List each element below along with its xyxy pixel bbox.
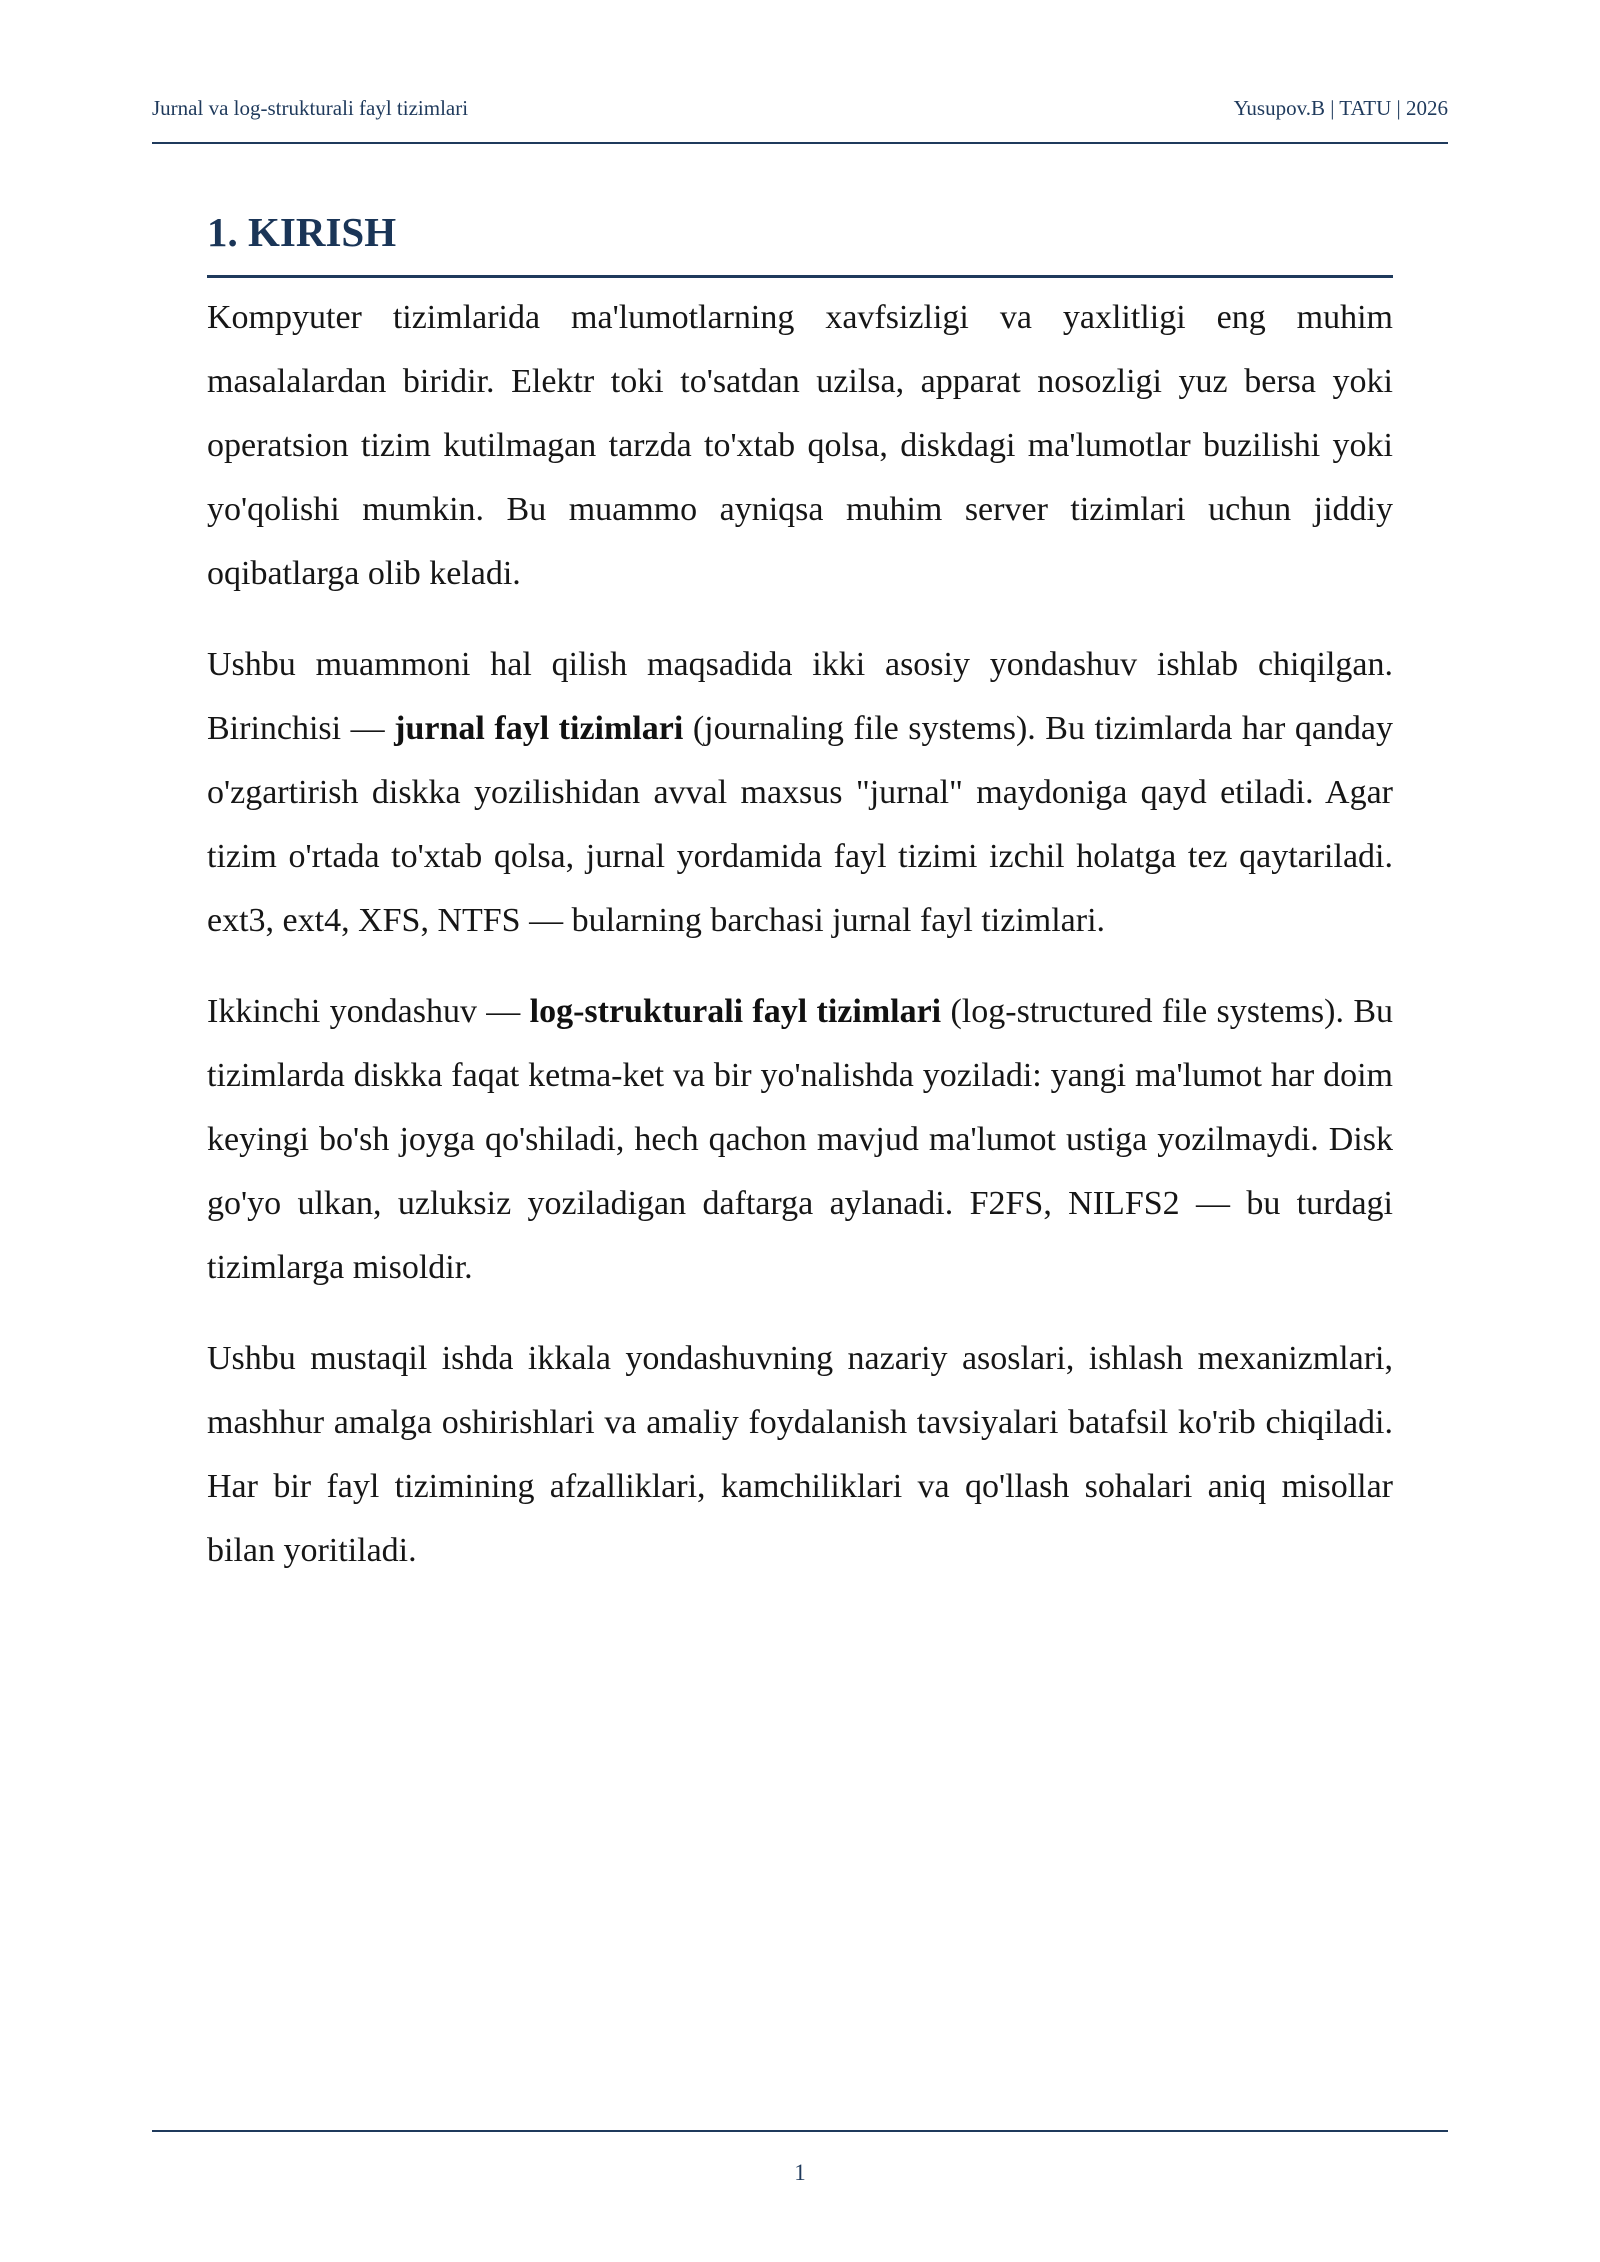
header-author-info: Yusupov.B | TATU | 2026 <box>1233 96 1448 120</box>
paragraph-log-structured <box>207 980 1393 1300</box>
bold-term-journaling: jurnal fayl tizimlari <box>394 710 684 748</box>
page-number: 1 <box>794 2160 806 2185</box>
paragraph-text: Ushbu muammoni hal qilish maqsadida ikki asosiy yondashuv ishlab chiqilgan. Birinchisi — <box>207 646 1393 748</box>
running-footer <box>152 2130 1448 2185</box>
paragraph-text: (journaling file systems). Bu tizimlarda har qanday o'zgartirish diskka yozilishidan avval maxsus "jurnal" maydoniga qayd etiladi. Agar tizim o'rtada to'xtab qolsa, jurnal yordamida fayl tizimi izchil holatga tez qaytariladi. ext3, ext4, XFS, NTFS — bularning barchasi jurnal fayl tizimlari. <box>207 710 1393 940</box>
paragraph-intro: Kompyuter tizimlarida ma'lumotlarning xavfsizligi va yaxlitligi eng muhim masalalardan biridir. Elektr toki to'satdan uzilsa, apparat nosozligi yuz bersa yoki operatsion tizim kutilmagan tarzda to'xtab qolsa, diskdagi ma'lumotlar buzilishi yoki yo'qolishi mumkin. Bu muammo ayniqsa muhim server tizimlari uchun jiddiy oqibatlarga olib keladi. <box>207 299 1393 593</box>
paragraph-text: Ikkinchi yondashuv — <box>207 993 530 1031</box>
paragraph-scope: Ushbu mustaqil ishda ikkala yondashuvning nazariy asoslari, ishlash mexanizmlari, mashhur amalga oshirishlari va amaliy foydalanish tavsiyalari batafsil ko'rib chiqiladi. Har bir fayl tizimining afzalliklari, kamchiliklari va qo'llash sohalari aniq misollar bilan yoritiladi. <box>207 1340 1393 1570</box>
running-header <box>152 92 1448 144</box>
main-content <box>207 208 1393 1583</box>
header-document-title: Jurnal va log-strukturali fayl tizimlari <box>152 96 469 120</box>
paragraph-text: (log-structured file systems). Bu tizimlarda diskka faqat ketma-ket va bir yo'nalishda yoziladi: yangi ma'lumot har doim keyingi bo'sh joyga qo'shiladi, hech qachon mavjud ma'lumot ustiga yozilmaydi. Disk go'yo ulkan, uzluksiz yoziladigan daftarga aylanadi. F2FS, NILFS2 — bu turdagi tizimlarga misoldir. <box>207 993 1393 1287</box>
section-heading: 1. KIRISH <box>207 208 1393 278</box>
bold-term-log-structured: log-strukturali fayl tizimlari <box>529 993 942 1031</box>
paragraph-journaling <box>207 633 1393 953</box>
